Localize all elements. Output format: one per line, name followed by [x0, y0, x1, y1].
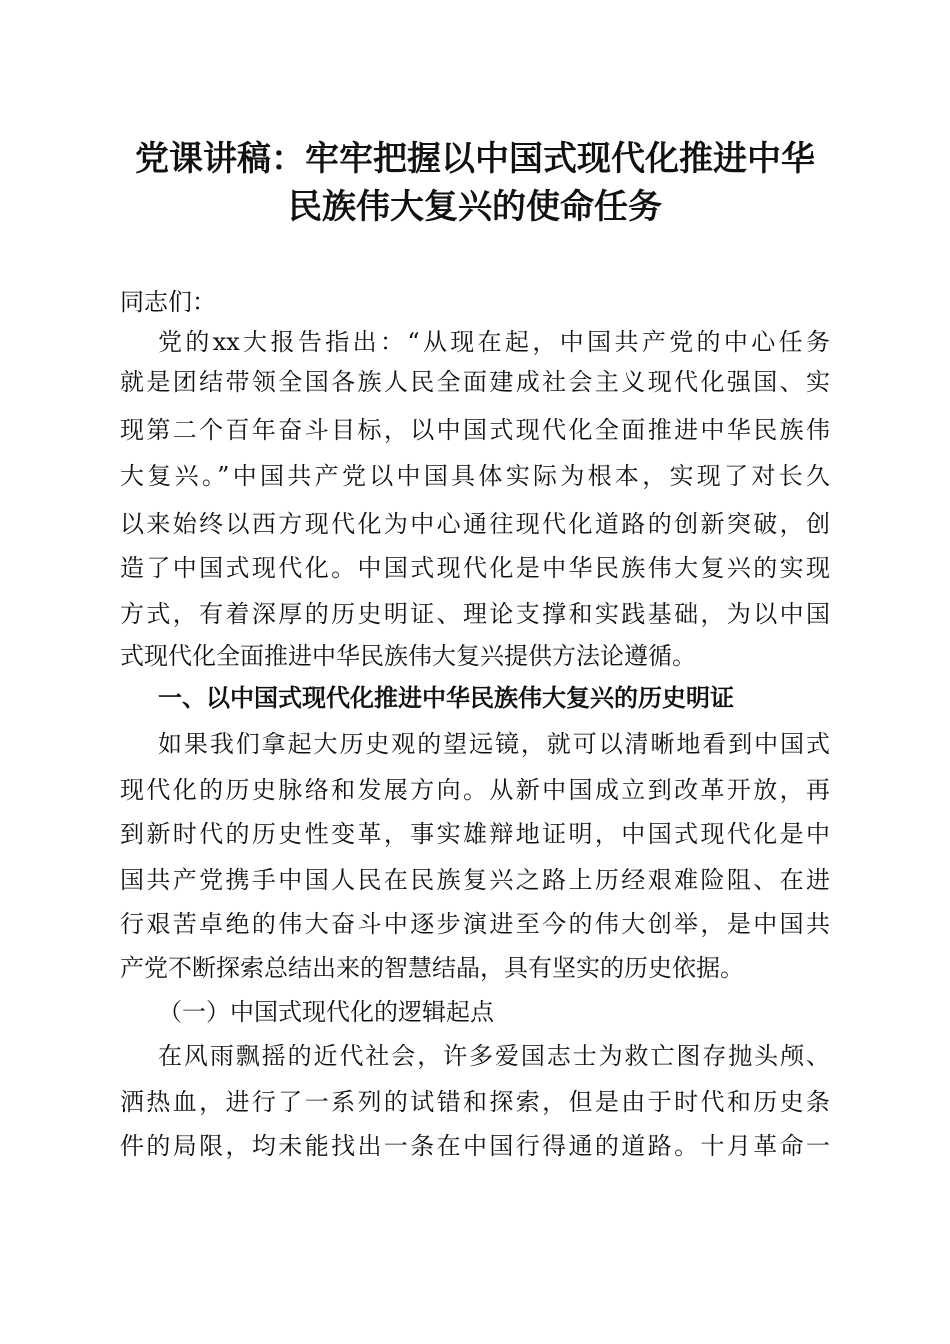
subsection-line: 在风雨飘摇的近代社会，许多爱国志士为救亡图存抛头颅、 — [158, 1042, 830, 1070]
intro-line: 以来始终以西方现代化为中心通往现代化道路的创新突破，创 — [120, 510, 830, 538]
intro-line: 大复兴。”中国共产党以中国具体实际为根本，实现了对长久 — [120, 462, 830, 490]
intro-line: 就是团结带领全国各族人民全面建成社会主义现代化强国、实 — [120, 368, 830, 396]
subsection-heading: （一）中国式现代化的逻辑起点 — [158, 998, 494, 1026]
intro-line: 式现代化全面推进中华民族伟大复兴提供方法论遵循。 — [120, 642, 696, 670]
intro-line: 现第二个百年奋斗目标，以中国式现代化全面推进中华民族伟 — [120, 416, 830, 444]
subsection-line: 件的局限，均未能找出一条在中国行得通的道路。十月革命一 — [120, 1132, 830, 1160]
intro-line: 造了中国式现代化。中国式现代化是中华民族伟大复兴的实现 — [120, 554, 830, 582]
section-line: 行艰苦卓绝的伟大奋斗中逐步演进至今的伟大创举，是中国共 — [120, 910, 830, 938]
document-title-line-2: 民族伟大复兴的使命任务 — [288, 187, 662, 227]
section-heading: 一、以中国式现代化推进中华民族伟大复兴的历史明证 — [158, 684, 734, 712]
salutation: 同志们： — [120, 288, 216, 316]
section-line: 如果我们拿起大历史观的望远镜，就可以清晰地看到中国式 — [158, 730, 830, 758]
intro-line: 方式，有着深厚的历史明证、理论支撑和实践基础，为以中国 — [120, 600, 830, 628]
section-line: 产党不断探索总结出来的智慧结晶，具有坚实的历史依据。 — [120, 954, 744, 982]
section-line: 现代化的历史脉络和发展方向。从新中国成立到改革开放，再 — [120, 776, 830, 804]
section-line: 到新时代的历史性变革，事实雄辩地证明，中国式现代化是中 — [120, 820, 830, 848]
section-line: 国共产党携手中国人民在民族复兴之路上历经艰难险阻、在进 — [120, 866, 830, 894]
document-title-line-1: 党课讲稿：牢牢把握以中国式现代化推进中华 — [135, 139, 815, 179]
intro-line: 党的xx大报告指出：“从现在起，中国共产党的中心任务 — [158, 328, 830, 356]
subsection-line: 洒热血，进行了一系列的试错和探索，但是由于时代和历史条 — [120, 1088, 830, 1116]
